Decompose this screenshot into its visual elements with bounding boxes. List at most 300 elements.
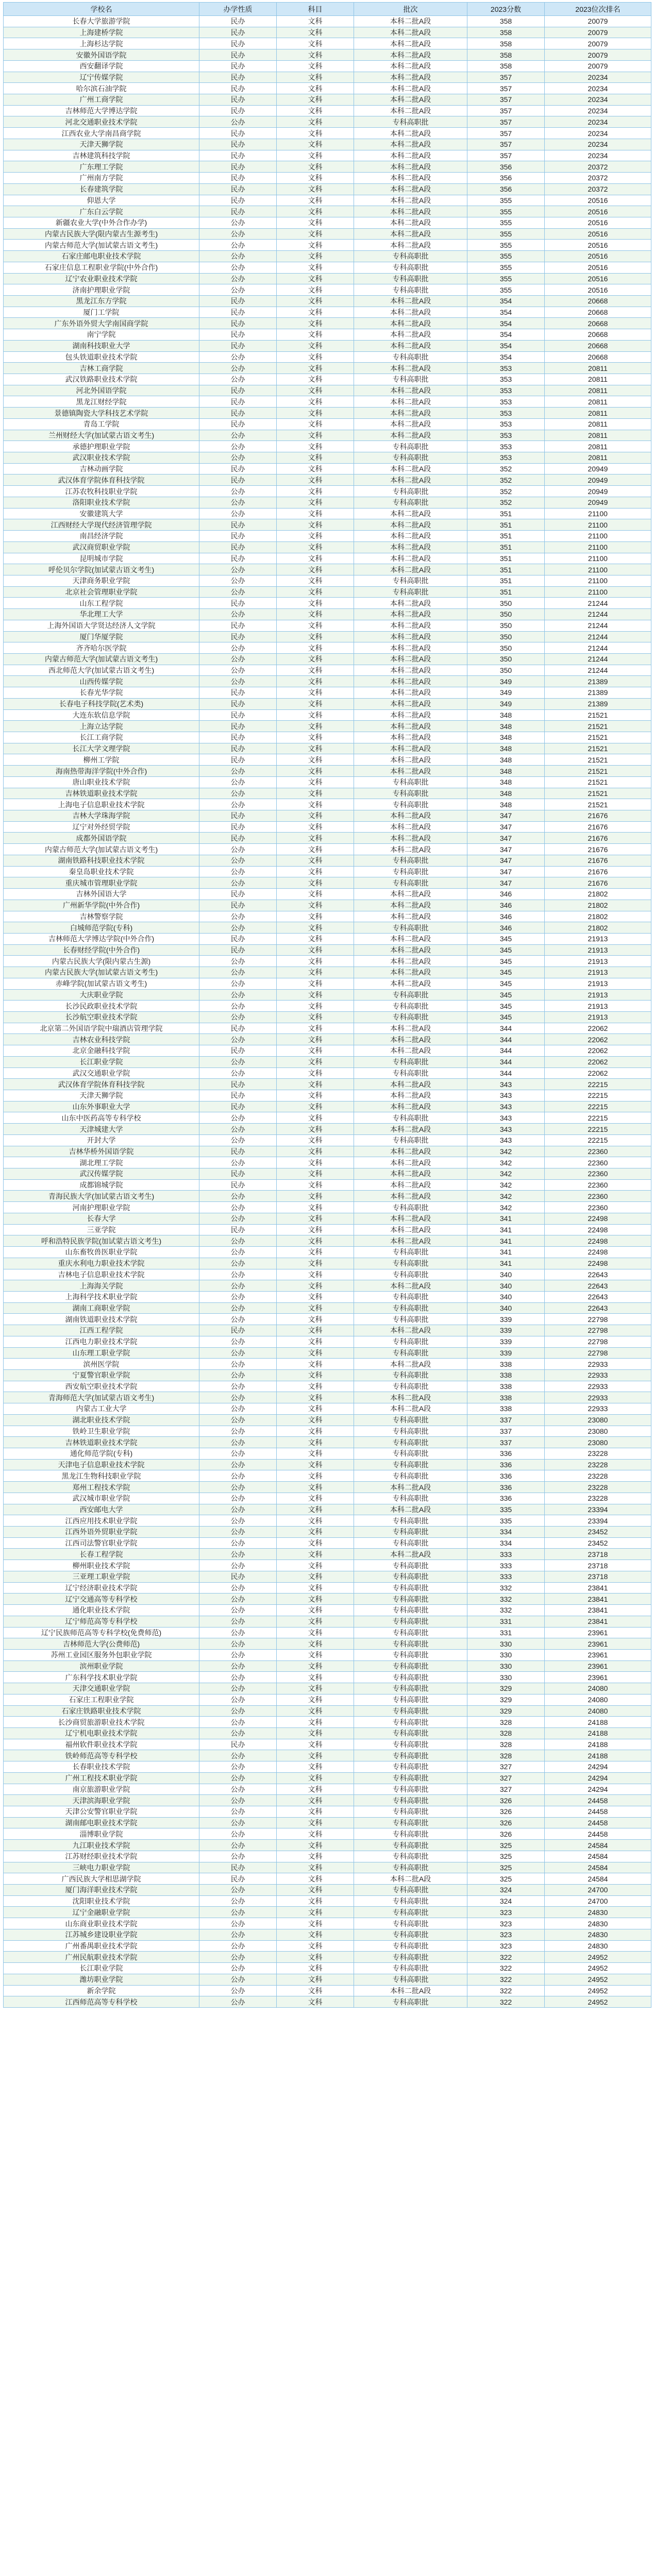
rank-cell: 24830 [545, 1918, 651, 1929]
school-name-cell: 山东中医药高等专科学校 [4, 1112, 199, 1124]
school-name-cell: 吉林师范大学博达学院(中外合作) [4, 933, 199, 944]
batch-cell: 本科二批A段 [354, 418, 467, 430]
rank-cell: 22498 [545, 1235, 651, 1247]
table-row [4, 1840, 651, 1851]
school-name-cell: 潍坊职业学院 [4, 1974, 199, 1985]
score-cell: 331 [467, 1616, 545, 1627]
score-cell: 354 [467, 295, 545, 307]
school-name-cell: 湖南工商职业学院 [4, 1302, 199, 1314]
ownership-cell: 公办 [199, 609, 277, 620]
subject-cell: 文科 [277, 1537, 354, 1549]
rank-cell: 20516 [545, 195, 651, 206]
ownership-cell: 公办 [199, 1258, 277, 1269]
subject-cell: 文科 [277, 195, 354, 206]
school-name-cell: 武汉铁路职业技术学院 [4, 374, 199, 385]
ownership-cell: 公办 [199, 642, 277, 654]
subject-cell: 文科 [277, 1470, 354, 1482]
rank-cell: 24080 [545, 1694, 651, 1705]
rank-cell: 20516 [545, 284, 651, 296]
score-cell: 337 [467, 1426, 545, 1437]
table-row [4, 1616, 651, 1627]
school-name-cell: 苏州工业园区服务外包职业学院 [4, 1649, 199, 1660]
ownership-cell: 公办 [199, 956, 277, 967]
batch-cell: 本科二批A段 [354, 128, 467, 139]
school-name-cell: 长春财经学院(中外合作) [4, 944, 199, 956]
batch-cell: 专科高职批 [354, 273, 467, 284]
subject-cell: 文科 [277, 351, 354, 363]
batch-cell: 本科二批A段 [354, 810, 467, 822]
school-name-cell: 内蒙古师范大学(加试蒙古语文考生) [4, 653, 199, 665]
subject-cell: 文科 [277, 1067, 354, 1079]
batch-cell: 本科二批A段 [354, 363, 467, 374]
ownership-cell: 公办 [199, 1649, 277, 1660]
school-name-cell: 成都锦城学院 [4, 1179, 199, 1191]
rank-cell: 23841 [545, 1616, 651, 1627]
table-row [4, 1213, 651, 1224]
school-name-cell: 武汉传媒学院 [4, 1168, 199, 1180]
score-cell: 348 [467, 754, 545, 766]
batch-cell: 专科高职批 [354, 1705, 467, 1717]
ownership-cell: 公办 [199, 911, 277, 922]
ownership-cell: 民办 [199, 1739, 277, 1750]
score-cell: 356 [467, 173, 545, 184]
score-cell: 346 [467, 911, 545, 922]
score-cell: 330 [467, 1638, 545, 1650]
rank-cell: 20079 [545, 27, 651, 38]
score-cell: 353 [467, 408, 545, 419]
school-name-cell: 湖北职业技术学院 [4, 1414, 199, 1426]
rank-cell: 22933 [545, 1381, 651, 1392]
table-row [4, 116, 651, 128]
batch-cell: 专科高职批 [354, 1817, 467, 1828]
batch-cell: 本科二批A段 [354, 1359, 467, 1370]
subject-cell: 文科 [277, 284, 354, 296]
subject-cell: 文科 [277, 788, 354, 799]
subject-cell: 文科 [277, 228, 354, 240]
rank-cell: 23394 [545, 1504, 651, 1515]
rank-cell: 21244 [545, 620, 651, 631]
rank-cell: 21913 [545, 933, 651, 944]
ownership-cell: 公办 [199, 575, 277, 586]
table-row [4, 430, 651, 441]
subject-cell: 文科 [277, 1649, 354, 1660]
score-cell: 323 [467, 1918, 545, 1929]
school-name-cell: 内蒙古民族大学(加试蒙古语文考生) [4, 967, 199, 978]
batch-cell: 专科高职批 [354, 1974, 467, 1985]
batch-cell: 本科二批A段 [354, 1045, 467, 1057]
rank-cell: 22360 [545, 1179, 651, 1191]
batch-cell: 专科高职批 [354, 262, 467, 273]
subject-cell: 文科 [277, 1414, 354, 1426]
batch-cell: 本科二批A段 [354, 27, 467, 38]
score-cell: 348 [467, 721, 545, 732]
table-row [4, 1011, 651, 1023]
rank-cell: 23961 [545, 1627, 651, 1638]
batch-cell: 专科高职批 [354, 989, 467, 1001]
rank-cell: 20811 [545, 374, 651, 385]
school-name-cell: 辽宁对外经贸学院 [4, 821, 199, 833]
table-row [4, 1414, 651, 1426]
rank-cell: 23228 [545, 1470, 651, 1482]
school-name-cell: 海南热带海洋学院(中外合作) [4, 766, 199, 777]
table-row [4, 1996, 651, 2008]
batch-cell: 专科高职批 [354, 486, 467, 497]
subject-cell: 文科 [277, 810, 354, 822]
ownership-cell: 民办 [199, 49, 277, 61]
ownership-cell: 民办 [199, 1571, 277, 1582]
subject-cell: 文科 [277, 1627, 354, 1638]
score-cell: 323 [467, 1929, 545, 1940]
table-row [4, 452, 651, 464]
school-name-cell: 天津天狮学院 [4, 1090, 199, 1101]
ownership-cell: 公办 [199, 1594, 277, 1605]
batch-cell: 本科二批A段 [354, 38, 467, 49]
ownership-cell: 公办 [199, 1929, 277, 1940]
batch-cell: 本科二批A段 [354, 609, 467, 620]
subject-cell: 文科 [277, 251, 354, 262]
score-cell: 355 [467, 251, 545, 262]
ownership-cell: 公办 [199, 1504, 277, 1515]
ownership-cell: 公办 [199, 430, 277, 441]
score-cell: 327 [467, 1772, 545, 1784]
ownership-cell: 公办 [199, 1616, 277, 1627]
score-cell: 353 [467, 418, 545, 430]
ownership-cell: 民办 [199, 821, 277, 833]
subject-cell: 文科 [277, 1996, 354, 2008]
batch-cell: 专科高职批 [354, 1772, 467, 1784]
ownership-cell: 公办 [199, 1482, 277, 1493]
batch-cell: 专科高职批 [354, 1952, 467, 1963]
table-row [4, 60, 651, 72]
ownership-cell: 公办 [199, 116, 277, 128]
subject-cell: 文科 [277, 463, 354, 474]
rank-cell: 20668 [545, 340, 651, 351]
table-row [4, 922, 651, 934]
table-row [4, 486, 651, 497]
rank-cell: 20234 [545, 72, 651, 83]
ownership-cell: 公办 [199, 1537, 277, 1549]
batch-cell: 本科二批A段 [354, 1079, 467, 1090]
subject-cell: 文科 [277, 83, 354, 94]
batch-cell: 本科二批A段 [354, 531, 467, 542]
ownership-cell: 公办 [199, 1974, 277, 1985]
table-row [4, 1280, 651, 1292]
table-row [4, 754, 651, 766]
table-row [4, 128, 651, 139]
table-row [4, 1247, 651, 1258]
ownership-cell: 公办 [199, 1772, 277, 1784]
subject-cell: 文科 [277, 609, 354, 620]
school-name-cell: 广州工商学院 [4, 94, 199, 106]
batch-cell: 专科高职批 [354, 1560, 467, 1571]
score-cell: 355 [467, 273, 545, 284]
batch-cell: 专科高职批 [354, 1727, 467, 1739]
school-name-cell: 广州南方学院 [4, 173, 199, 184]
batch-cell: 本科二批A段 [354, 307, 467, 318]
subject-cell: 文科 [277, 38, 354, 49]
table-row [4, 1437, 651, 1448]
batch-cell: 本科二批A段 [354, 1549, 467, 1560]
subject-cell: 文科 [277, 698, 354, 709]
table-row [4, 1146, 651, 1157]
subject-cell: 文科 [277, 1985, 354, 1996]
subject-cell: 文科 [277, 1974, 354, 1985]
school-name-cell: 秦皇岛职业技术学院 [4, 866, 199, 877]
ownership-cell: 公办 [199, 1347, 277, 1359]
batch-cell: 本科二批A段 [354, 60, 467, 72]
subject-cell: 文科 [277, 944, 354, 956]
score-cell: 345 [467, 944, 545, 956]
table-row [4, 318, 651, 329]
rank-cell: 21389 [545, 687, 651, 699]
rank-cell: 20949 [545, 486, 651, 497]
subject-cell: 文科 [277, 553, 354, 564]
score-cell: 355 [467, 195, 545, 206]
ownership-cell: 民办 [199, 329, 277, 341]
table-row [4, 1560, 651, 1571]
score-cell: 328 [467, 1739, 545, 1750]
subject-cell: 文科 [277, 687, 354, 699]
school-name-cell: 吉林建筑科技学院 [4, 150, 199, 161]
ownership-cell: 民办 [199, 1325, 277, 1336]
score-cell: 349 [467, 687, 545, 699]
score-cell: 344 [467, 1067, 545, 1079]
rank-cell: 20516 [545, 228, 651, 240]
ownership-cell: 民办 [199, 553, 277, 564]
subject-cell: 文科 [277, 1594, 354, 1605]
table-row [4, 1795, 651, 1806]
rank-cell: 24458 [545, 1828, 651, 1840]
rank-cell: 20949 [545, 463, 651, 474]
ownership-cell: 公办 [199, 776, 277, 788]
subject-cell: 文科 [277, 967, 354, 978]
rank-cell: 24830 [545, 1929, 651, 1940]
school-name-cell: 洛阳职业技术学院 [4, 497, 199, 508]
score-cell: 325 [467, 1851, 545, 1862]
school-name-cell: 长沙航空职业技术学院 [4, 1011, 199, 1023]
subject-cell: 文科 [277, 1694, 354, 1705]
school-name-cell: 辽宁农业职业技术学院 [4, 273, 199, 284]
ownership-cell: 公办 [199, 1717, 277, 1728]
ownership-cell: 公办 [199, 1426, 277, 1437]
subject-cell: 文科 [277, 1672, 354, 1683]
school-name-cell: 吉林电子信息职业技术学院 [4, 1269, 199, 1280]
table-row [4, 1426, 651, 1437]
score-cell: 341 [467, 1213, 545, 1224]
batch-cell: 专科高职批 [354, 1694, 467, 1705]
score-cell: 341 [467, 1235, 545, 1247]
table-row [4, 1101, 651, 1112]
score-cell: 352 [467, 474, 545, 486]
rank-cell: 23228 [545, 1448, 651, 1460]
table-row [4, 1873, 651, 1885]
ownership-cell: 公办 [199, 844, 277, 855]
ownership-cell: 公办 [199, 273, 277, 284]
rank-cell: 22498 [545, 1247, 651, 1258]
table-row [4, 810, 651, 822]
score-cell: 348 [467, 766, 545, 777]
school-name-cell: 厦门华厦学院 [4, 631, 199, 642]
batch-cell: 本科二批A段 [354, 1280, 467, 1292]
table-row [4, 821, 651, 833]
rank-cell: 22498 [545, 1224, 651, 1235]
score-cell: 357 [467, 150, 545, 161]
school-name-cell: 天津城建大学 [4, 1124, 199, 1135]
ownership-cell: 公办 [199, 1851, 277, 1862]
subject-cell: 文科 [277, 1952, 354, 1963]
ownership-cell: 民办 [199, 408, 277, 419]
subject-cell: 文科 [277, 161, 354, 173]
school-name-cell: 上海外国语大学贤达经济人文学院 [4, 620, 199, 631]
score-cell: 357 [467, 83, 545, 94]
score-cell: 330 [467, 1649, 545, 1660]
batch-cell: 本科二批A段 [354, 1090, 467, 1101]
ownership-cell: 公办 [199, 486, 277, 497]
batch-cell: 专科高职批 [354, 1594, 467, 1605]
school-name-cell: 河北交通职业技术学院 [4, 116, 199, 128]
score-cell: 341 [467, 1224, 545, 1235]
ownership-cell: 公办 [199, 1940, 277, 1952]
table-row [4, 150, 651, 161]
table-row [4, 1750, 651, 1761]
table-row [4, 1885, 651, 1896]
rank-cell: 21521 [545, 776, 651, 788]
rank-cell: 24830 [545, 1940, 651, 1952]
school-name-cell: 上海电子信息职业技术学院 [4, 799, 199, 810]
rank-cell: 21676 [545, 821, 651, 833]
subject-cell: 文科 [277, 452, 354, 464]
table-row [4, 1537, 651, 1549]
school-name-cell: 新疆农业大学(中外合作办学) [4, 217, 199, 228]
rank-cell: 23080 [545, 1437, 651, 1448]
table-row [4, 676, 651, 687]
subject-cell: 文科 [277, 1638, 354, 1650]
subject-cell: 文科 [277, 1269, 354, 1280]
school-name-cell: 呼伦贝尔学院(加试蒙古语文考生) [4, 564, 199, 575]
ownership-cell: 公办 [199, 1493, 277, 1504]
rank-cell: 23452 [545, 1537, 651, 1549]
table-row [4, 1974, 651, 1985]
batch-cell: 本科二批A段 [354, 967, 467, 978]
school-name-cell: 宁夏警官职业学院 [4, 1369, 199, 1381]
rank-cell: 20668 [545, 307, 651, 318]
school-name-cell: 上海科学技术职业学院 [4, 1291, 199, 1302]
batch-cell: 本科二批A段 [354, 83, 467, 94]
rank-cell: 20234 [545, 94, 651, 106]
subject-cell: 文科 [277, 799, 354, 810]
score-cell: 351 [467, 575, 545, 586]
table-row [4, 251, 651, 262]
batch-cell: 专科高职批 [354, 1840, 467, 1851]
school-name-cell: 武汉职业技术学院 [4, 452, 199, 464]
batch-cell: 专科高职批 [354, 1470, 467, 1482]
score-cell: 336 [467, 1493, 545, 1504]
rank-cell: 20079 [545, 16, 651, 27]
table-row [4, 1895, 651, 1907]
batch-cell: 本科二批A段 [354, 721, 467, 732]
score-cell: 357 [467, 139, 545, 150]
batch-cell: 专科高职批 [354, 922, 467, 934]
table-row [4, 665, 651, 676]
rank-cell: 23961 [545, 1638, 651, 1650]
ownership-cell: 公办 [199, 1627, 277, 1638]
table-row [4, 698, 651, 709]
ownership-cell: 民办 [199, 1224, 277, 1235]
rank-cell: 20516 [545, 217, 651, 228]
ownership-cell: 公办 [199, 1470, 277, 1482]
table-row [4, 340, 651, 351]
ownership-cell: 民办 [199, 60, 277, 72]
school-name-cell: 广州民航职业技术学院 [4, 1952, 199, 1963]
ownership-cell: 公办 [199, 1134, 277, 1146]
school-name-cell: 石家庄信息工程职业学院(中外合作) [4, 262, 199, 273]
batch-cell: 专科高职批 [354, 1369, 467, 1381]
ownership-cell: 民办 [199, 139, 277, 150]
table-row [4, 228, 651, 240]
score-cell: 329 [467, 1683, 545, 1694]
rank-cell: 22498 [545, 1258, 651, 1269]
score-cell: 322 [467, 1974, 545, 1985]
score-cell: 348 [467, 788, 545, 799]
subject-cell: 文科 [277, 150, 354, 161]
ownership-cell: 民办 [199, 161, 277, 173]
batch-cell: 本科二批A段 [354, 1392, 467, 1403]
school-name-cell: 吉林师范大学博达学院 [4, 105, 199, 116]
score-cell: 348 [467, 732, 545, 743]
batch-cell: 本科二批A段 [354, 519, 467, 531]
school-name-cell: 辽宁民族师范高等专科学校(免费师范) [4, 1627, 199, 1638]
school-name-cell: 重庆水利电力职业技术学院 [4, 1258, 199, 1269]
score-cell: 325 [467, 1873, 545, 1885]
subject-cell: 文科 [277, 676, 354, 687]
ownership-cell: 公办 [199, 989, 277, 1001]
score-cell: 358 [467, 16, 545, 27]
ownership-cell: 民办 [199, 709, 277, 721]
score-cell: 333 [467, 1560, 545, 1571]
score-cell: 346 [467, 900, 545, 911]
ownership-cell: 公办 [199, 1202, 277, 1213]
batch-cell: 专科高职批 [354, 1515, 467, 1527]
ownership-cell: 公办 [199, 1840, 277, 1851]
subject-cell: 文科 [277, 1314, 354, 1325]
subject-cell: 文科 [277, 855, 354, 866]
subject-cell: 文科 [277, 1907, 354, 1918]
batch-cell: 专科高职批 [354, 1761, 467, 1773]
score-cell: 350 [467, 598, 545, 609]
ownership-cell: 公办 [199, 1247, 277, 1258]
rank-cell: 21244 [545, 609, 651, 620]
ownership-cell: 民办 [199, 418, 277, 430]
table-row [4, 1179, 651, 1191]
score-cell: 358 [467, 49, 545, 61]
ownership-cell: 民办 [199, 94, 277, 106]
score-cell: 331 [467, 1627, 545, 1638]
table-row [4, 1134, 651, 1146]
ownership-cell: 民办 [199, 27, 277, 38]
table-row [4, 799, 651, 810]
rank-cell: 21521 [545, 743, 651, 754]
table-row [4, 956, 651, 967]
table-row [4, 1359, 651, 1370]
subject-cell: 文科 [277, 105, 354, 116]
score-cell: 348 [467, 799, 545, 810]
score-cell: 347 [467, 866, 545, 877]
batch-cell: 专科高职批 [354, 1258, 467, 1269]
school-name-cell: 石家庄邮电职业技术学院 [4, 251, 199, 262]
batch-cell: 本科二批A段 [354, 463, 467, 474]
ownership-cell: 民办 [199, 396, 277, 408]
score-cell: 355 [467, 284, 545, 296]
